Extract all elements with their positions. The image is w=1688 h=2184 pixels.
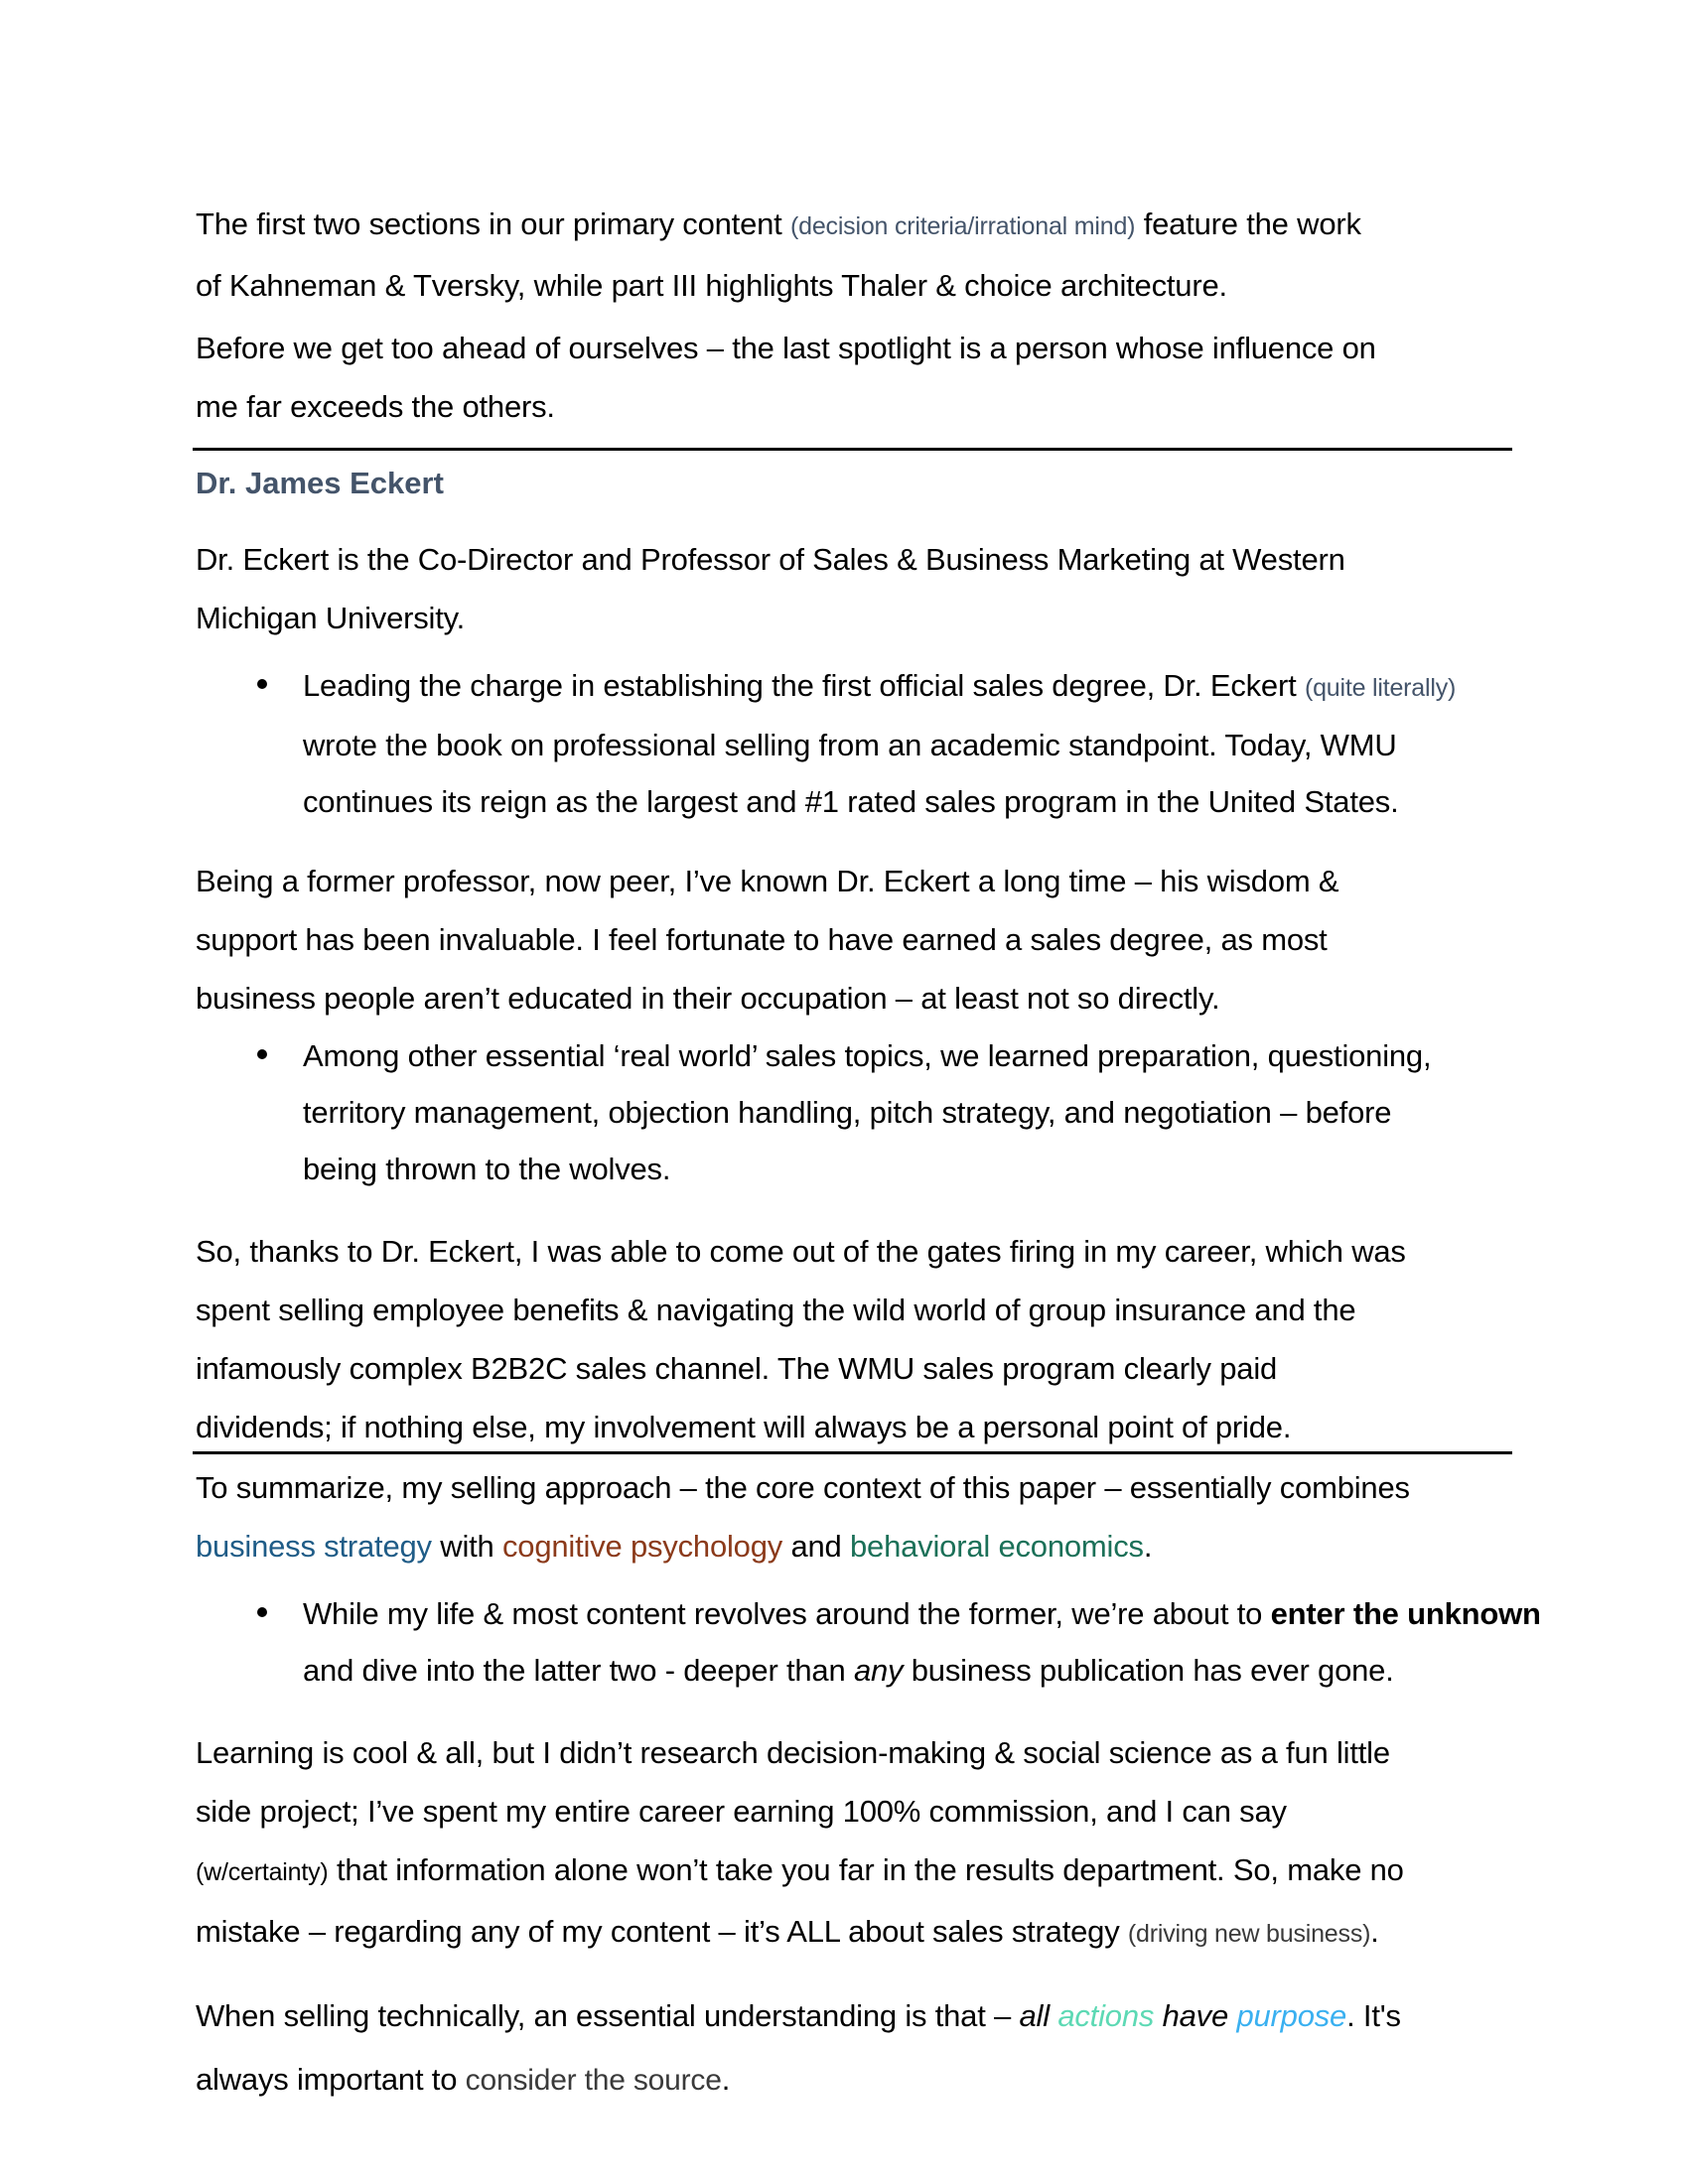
text-line (196, 195, 1361, 256)
highlight-behavioral-economics: behavioral economics (850, 1529, 1144, 1564)
text-line: Michigan University. (196, 601, 466, 635)
emphasis-italic: all (1019, 1998, 1050, 2033)
text-run: . It's (1346, 1998, 1401, 2033)
text-line: me far exceeds the others. (196, 389, 555, 424)
emphasis-italic: have (1162, 1998, 1229, 2033)
text-run: that information alone won’t take you far in the results department. So, make no (328, 1852, 1404, 1887)
text-run: feature the work (1135, 206, 1361, 241)
text-run: business publication has ever gone. (903, 1653, 1394, 1688)
bullet-list-item (196, 1027, 1431, 1197)
text-line: territory management, objection handling, pitch strategy, and negotiation – before (303, 1095, 1392, 1130)
text-line (303, 657, 1456, 717)
bullet-text (303, 657, 1456, 830)
section-paragraph-3 (196, 1222, 1406, 1456)
text-run: and dive into the latter two - deeper than (303, 1653, 854, 1688)
intro-paragraph-1 (196, 195, 1361, 315)
text-line (196, 2048, 1401, 2113)
text-run: . (721, 2062, 731, 2097)
bullet-icon (257, 1607, 267, 1617)
text-line: business people aren’t educated in their occupation – at least not so directly. (196, 981, 1220, 1016)
text-line (196, 1984, 1401, 2048)
text-line: side project; I’ve spent my entire career earning 100% commission, and I can say (196, 1794, 1287, 1829)
section-divider (193, 1451, 1512, 1454)
parenthetical-aside: (driving new business) (1127, 1920, 1371, 1948)
bullet-icon (257, 679, 267, 689)
text-line: So, thanks to Dr. Eckert, I was able to come out of the gates firing in my career, which was (196, 1234, 1406, 1269)
text-line (196, 1841, 1404, 1902)
bullet-list-item (196, 657, 1456, 830)
parenthetical-aside: (w/certainty) (196, 1858, 329, 1886)
section-paragraph-1 (196, 530, 1345, 647)
text-line (303, 1585, 1541, 1642)
text-line: continues its reign as the largest and #1 rated sales program in the United States. (303, 784, 1399, 819)
text-line (196, 1517, 1410, 1575)
text-run: While my life & most content revolves around the former, we’re about to (303, 1596, 1271, 1631)
text-line: Learning is cool & all, but I didn’t research decision-making & social science as a fun little (196, 1735, 1390, 1770)
highlight-actions: actions (1057, 1998, 1155, 2033)
text-line (196, 1902, 1404, 1964)
bullet-list-item (196, 1585, 1541, 1699)
emphasis-italic: any (853, 1653, 904, 1688)
section-paragraph-2 (196, 852, 1338, 1027)
text-run: Leading the charge in establishing the first official sales degree, Dr. Eckert (303, 668, 1305, 703)
section-divider (193, 448, 1512, 451)
text-run: with (431, 1529, 502, 1564)
text-run: The first two sections in our primary content (196, 206, 790, 241)
text-run: When selling technically, an essential understanding is that – (196, 1998, 1020, 2033)
text-line: dividends; if nothing else, my involvement will always be a personal point of pride. (196, 1410, 1292, 1444)
parenthetical-aside: (quite literally) (1304, 674, 1457, 702)
text-line: being thrown to the wolves. (303, 1152, 671, 1186)
text-run: mistake – regarding any of my content – it’s ALL about sales strategy (196, 1914, 1128, 1949)
text-line: Being a former professor, now peer, I’ve known Dr. Eckert a long time – his wisdom & (196, 864, 1339, 898)
parenthetical-aside: (decision criteria/irrational mind) (789, 212, 1136, 240)
text-line: To summarize, my selling approach – the core context of this paper – essentially combines (196, 1470, 1410, 1505)
summary-paragraph-2 (196, 1723, 1404, 1964)
text-line (303, 1642, 1541, 1699)
bullet-text (303, 1027, 1431, 1197)
light-text: consider the source (465, 2064, 722, 2097)
text-run: . (1370, 1914, 1379, 1949)
text-line: Before we get too ahead of ourselves – the last spotlight is a person whose influence on (196, 331, 1376, 365)
text-line: of Kahneman & Tversky, while part III highlights Thaler & choice architecture. (196, 268, 1227, 303)
text-run: and (782, 1529, 851, 1564)
emphasis-bold: enter the unknown (1270, 1596, 1541, 1631)
text-line: Dr. Eckert is the Co-Director and Professor of Sales & Business Marketing at Western (196, 542, 1345, 577)
intro-paragraph-2 (196, 319, 1376, 436)
text-line: support has been invaluable. I feel fortunate to have earned a sales degree, as most (196, 922, 1328, 957)
bullet-icon (257, 1049, 267, 1059)
highlight-business-strategy: business strategy (196, 1529, 432, 1564)
section-heading: Dr. James Eckert (196, 466, 444, 500)
highlight-cognitive-psychology: cognitive psychology (502, 1529, 783, 1564)
text-run: . (1143, 1529, 1153, 1564)
text-line: wrote the book on professional selling from an academic standpoint. Today, WMU (303, 728, 1397, 762)
summary-paragraph-1 (196, 1458, 1410, 1575)
highlight-purpose: purpose (1236, 1998, 1347, 2033)
text-line: infamously complex B2B2C sales channel. The WMU sales program clearly paid (196, 1351, 1278, 1386)
text-line: spent selling employee benefits & navigating the wild world of group insurance and the (196, 1293, 1356, 1327)
text-run: always important to (196, 2062, 466, 2097)
text-line: Among other essential ‘real world’ sales topics, we learned preparation, questioning, (303, 1038, 1432, 1073)
summary-paragraph-3 (196, 1984, 1401, 2113)
bullet-text (303, 1585, 1541, 1699)
